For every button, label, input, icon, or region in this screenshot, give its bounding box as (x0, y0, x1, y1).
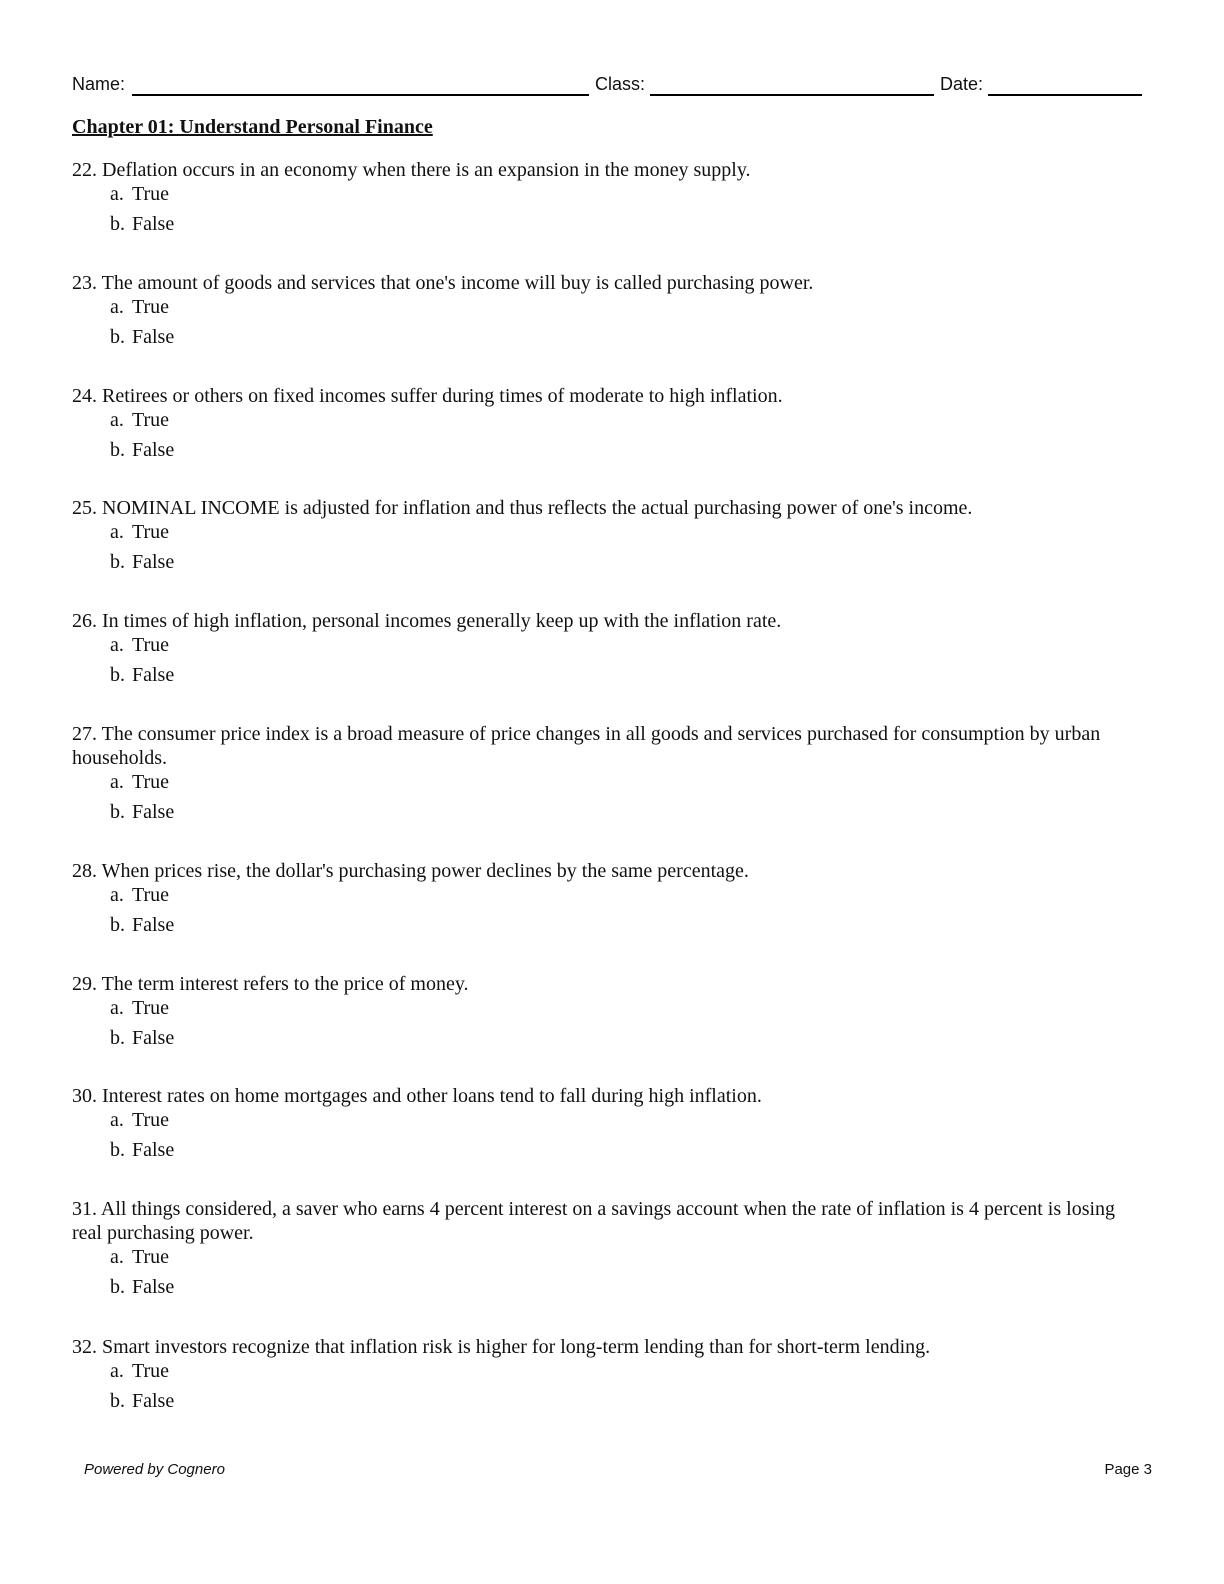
question-31 (72, 1197, 1144, 1305)
choice-letter: b. (110, 664, 125, 686)
choice-true[interactable] (110, 408, 1144, 438)
class-field-line[interactable] (650, 94, 934, 96)
choice-letter: a. (110, 997, 124, 1019)
question-27 (72, 722, 1144, 830)
choice-letter: a. (110, 409, 124, 431)
choice-true[interactable] (110, 182, 1144, 212)
powered-by-footer: Powered by Cognero (84, 1461, 225, 1478)
choice-letter: a. (110, 521, 124, 543)
choice-letter: a. (110, 771, 124, 793)
choice-letter: b. (110, 1139, 125, 1161)
question-22 (72, 158, 1144, 242)
question-26 (72, 609, 1144, 693)
choice-false[interactable] (110, 913, 1144, 943)
question-30 (72, 1084, 1144, 1168)
choice-true[interactable] (110, 770, 1144, 800)
choice-true[interactable] (110, 520, 1144, 550)
question-32 (72, 1335, 1144, 1419)
worksheet-header (72, 72, 1142, 96)
choice-false[interactable] (110, 212, 1144, 242)
choice-label: False (132, 914, 175, 936)
name-label: Name: (72, 74, 126, 94)
choice-letter: b. (110, 1390, 125, 1412)
choice-true[interactable] (110, 996, 1144, 1026)
choice-label: False (132, 326, 175, 348)
choice-letter: a. (110, 1109, 124, 1131)
choice-letter: a. (110, 183, 124, 205)
choice-false[interactable] (110, 325, 1144, 355)
choice-letter: b. (110, 1276, 125, 1298)
choice-false[interactable] (110, 663, 1144, 693)
choice-false[interactable] (110, 550, 1144, 580)
choice-letter: a. (110, 884, 124, 906)
choice-letter: b. (110, 801, 125, 823)
choice-true[interactable] (110, 883, 1144, 913)
question-text: 28. When prices rise, the dollar's purchasing power declines by the same percentage. (72, 860, 749, 882)
question-text: 29. The term interest refers to the price of money. (72, 973, 469, 995)
choice-label: False (132, 1390, 175, 1412)
choice-label: False (132, 1276, 175, 1298)
choice-letter: b. (110, 213, 125, 235)
choice-label: True (132, 771, 170, 793)
choice-false[interactable] (110, 1138, 1144, 1168)
question-text: 32. Smart investors recognize that inflation risk is higher for long-term lending than for short-term lending. (72, 1336, 931, 1358)
name-field-line[interactable] (132, 94, 589, 96)
question-24 (72, 384, 1144, 468)
choice-true[interactable] (110, 633, 1144, 663)
choice-true[interactable] (110, 1245, 1144, 1275)
date-field-line[interactable] (988, 94, 1142, 96)
question-text: 27. The consumer price index is a broad measure of price changes in all goods and services purchased for consumption by urban households. (72, 723, 1101, 769)
choice-letter: a. (110, 1246, 124, 1268)
class-label: Class: (595, 74, 646, 94)
choice-true[interactable] (110, 295, 1144, 325)
choice-false[interactable] (110, 1389, 1144, 1419)
question-text: 24. Retirees or others on fixed incomes suffer during times of moderate to high inflation. (72, 385, 783, 407)
choice-false[interactable] (110, 800, 1144, 830)
choice-letter: b. (110, 326, 125, 348)
choice-false[interactable] (110, 438, 1144, 468)
choice-label: True (132, 1109, 170, 1131)
choice-label: True (132, 521, 170, 543)
choice-label: False (132, 1139, 175, 1161)
choice-label: True (132, 409, 170, 431)
choice-letter: b. (110, 914, 125, 936)
choice-letter: b. (110, 551, 125, 573)
choice-letter: b. (110, 1027, 125, 1049)
choice-false[interactable] (110, 1026, 1144, 1056)
choice-letter: a. (110, 296, 124, 318)
question-text: 26. In times of high inflation, personal incomes generally keep up with the inflation rate. (72, 610, 782, 632)
choice-label: False (132, 801, 175, 823)
date-label: Date: (940, 74, 984, 94)
choice-label: False (132, 439, 175, 461)
page-number: Page 3 (1104, 1461, 1152, 1478)
choice-label: True (132, 183, 170, 205)
question-text: 23. The amount of goods and services that one's income will buy is called purchasing power. (72, 272, 814, 294)
choice-label: True (132, 997, 170, 1019)
question-text: 22. Deflation occurs in an economy when there is an expansion in the money supply. (72, 159, 751, 181)
choice-true[interactable] (110, 1359, 1144, 1389)
question-text: 31. All things considered, a saver who earns 4 percent interest on a savings account when the rate of inflation is 4 percent is losing real purchasing power. (72, 1198, 1116, 1244)
question-25 (72, 496, 1144, 580)
choice-label: False (132, 213, 175, 235)
choice-label: True (132, 634, 170, 656)
choice-label: True (132, 296, 170, 318)
choice-label: False (132, 664, 175, 686)
choice-letter: b. (110, 439, 125, 461)
question-23 (72, 271, 1144, 355)
question-text: 30. Interest rates on home mortgages and other loans tend to fall during high inflation. (72, 1085, 762, 1107)
choice-letter: a. (110, 1360, 124, 1382)
choice-label: False (132, 551, 175, 573)
question-text: 25. NOMINAL INCOME is adjusted for inflation and thus reflects the actual purchasing power of one's income. (72, 497, 973, 519)
chapter-title: Chapter 01: Understand Personal Finance (72, 116, 433, 138)
question-29 (72, 972, 1144, 1056)
choice-false[interactable] (110, 1275, 1144, 1305)
choice-true[interactable] (110, 1108, 1144, 1138)
choice-label: True (132, 1360, 170, 1382)
choice-letter: a. (110, 634, 124, 656)
choice-label: False (132, 1027, 175, 1049)
choice-label: True (132, 884, 170, 906)
question-28 (72, 859, 1144, 943)
choice-label: True (132, 1246, 170, 1268)
